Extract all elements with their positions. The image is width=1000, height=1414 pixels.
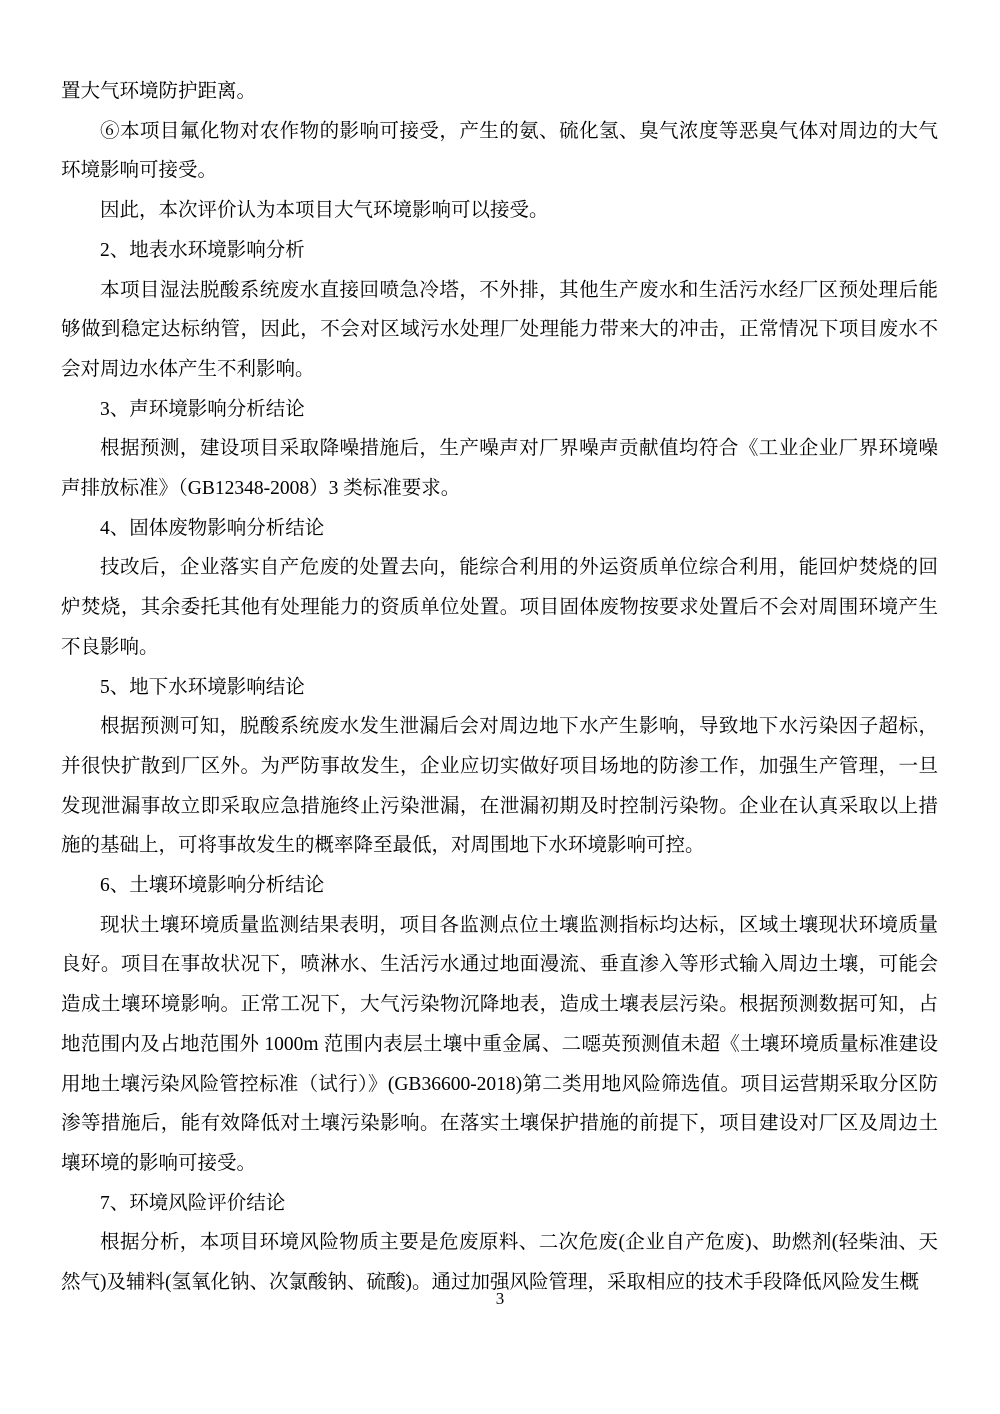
document-body xyxy=(61,72,938,1303)
paragraph: 因此，本次评价认为本项目大气环境影响可以接受。 xyxy=(100,200,549,222)
paragraph: 本项目湿法脱酸系统废水直接回喷急冷塔，不外排，其他生产废水和生活污水经厂区预处理后能够做到稳定达标纳管，因此，不会对区域污水处理厂处理能力带来大的冲击，正常情况下项目废水不会对周边水体产生不利影响。 xyxy=(61,279,938,380)
section-heading: 3、声环境影响分析结论 xyxy=(100,398,305,420)
paragraph: 根据预测，建设项目采取降噪措施后，生产噪声对厂界噪声贡献值均符合《工业企业厂界环境噪声排放标准》（GB12348-2008）3 类标准要求。 xyxy=(61,438,938,500)
paragraph: 根据预测可知，脱酸系统废水发生泄漏后会对周边地下水产生影响，导致地下水污染因子超标，并很快扩散到厂区外。为严防事故发生，企业应切实做好项目场地的防渗工作，加强生产管理，一旦发现泄漏事故立即采取应急措施终止污染泄漏，在泄漏初期及时控制污染物。企业在认真采取以上措施的基础上，可将事故发生的概率降至最低，对周围地下水环境影响可控。 xyxy=(61,716,938,857)
page-number: 3 xyxy=(495,1289,505,1308)
section-heading: 6、土壤环境影响分析结论 xyxy=(100,875,325,897)
paragraph: 根据分析，本项目环境风险物质主要是危废原料、二次危废(企业自产危废)、助燃剂(轻柴油、天然气)及辅料(氢氧化钠、次氯酸钠、硫酸)。通过加强风险管理，采取相应的技术手段降低风险发生概 xyxy=(61,1232,938,1294)
section-heading: 4、固体废物影响分析结论 xyxy=(100,517,325,539)
paragraph: 现状土壤环境质量监测结果表明，项目各监测点位土壤监测指标均达标，区域土壤现状环境质量良好。项目在事故状况下，喷淋水、生活污水通过地面漫流、垂直渗入等形式输入周边土壤，可能会造成土壤环境影响。正常工况下，大气污染物沉降地表，造成土壤表层污染。根据预测数据可知，占地范围内及占地范围外 1000m 范围内表层土壤中重金属、二噁英预测值未超《土壤环境质量标准建设用地土壤污染风险管控标准（试行）》(GB36600-2018)第二类用地风险筛选值。项目运营期采取分区防渗等措施后，能有效降低对土壤污染影响。在落实土壤保护措施的前提下，项目建设对厂区及周边土壤环境的影响可接受。 xyxy=(61,914,938,1174)
section-heading: 5、地下水环境影响结论 xyxy=(100,676,305,698)
section-heading: 7、环境风险评价结论 xyxy=(100,1192,286,1214)
paragraph: ⑥本项目氟化物对农作物的影响可接受，产生的氨、硫化氢、臭气浓度等恶臭气体对周边的大气环境影响可接受。 xyxy=(61,120,938,182)
paragraph: 技改后，企业落实自产危废的处置去向，能综合利用的外运资质单位综合利用，能回炉焚烧的回炉焚烧，其余委托其他有处理能力的资质单位处置。项目固体废物按要求处置后不会对周围环境产生不良影响。 xyxy=(61,557,938,658)
section-heading: 2、地表水环境影响分析 xyxy=(100,239,305,261)
paragraph: 置大气环境防护距离。 xyxy=(61,81,257,102)
